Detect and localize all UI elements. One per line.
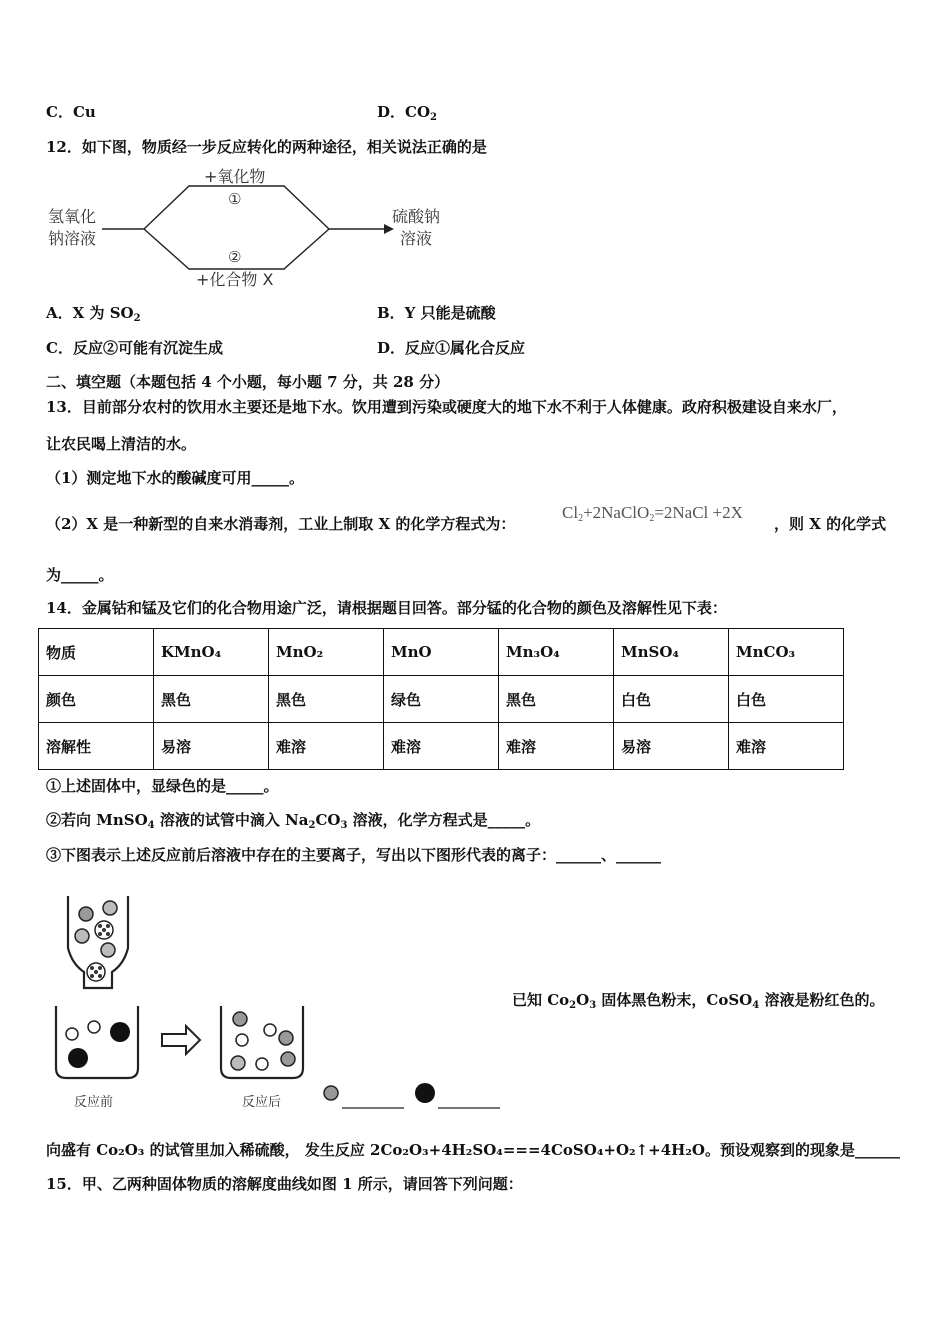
label-after: 反应后 — [242, 1095, 282, 1110]
q12-option-d: D．反应①属化合反应 — [377, 339, 526, 357]
table-row — [39, 723, 844, 770]
manganese-compounds-table — [38, 628, 844, 770]
table-cell: 易溶 — [154, 723, 269, 770]
ion-reaction-diagram — [48, 888, 518, 1118]
table-cell: MnO₂ — [269, 629, 384, 676]
q12-option-c: C．反应②可能有沉淀生成 — [46, 339, 223, 357]
section-heading: 二、填空题（本题包括 4 个小题，每小题 7 分，共 28 分） — [46, 373, 450, 391]
q11-option-c: C．Cu — [46, 103, 96, 121]
legend-gray-ion — [324, 1086, 338, 1100]
beaker-before-icon — [56, 1006, 138, 1078]
table-cell: 难溶 — [269, 723, 384, 770]
table-cell: 难溶 — [499, 723, 614, 770]
q11-option-d: D．$CO_2$ — [377, 103, 437, 123]
diagram-right-label-1: 硫酸钠 — [392, 207, 441, 226]
legend-black-ion — [415, 1083, 435, 1103]
table-cell: Mn₃O₄ — [499, 629, 614, 676]
q14-sub2: ②若向 MnSO$_4$ 溶液的试管中滴入 $Na_2CO_3$ 溶液，化学方程式是_____。 — [46, 811, 541, 831]
diagram-right-label-2: 溶液 — [400, 229, 433, 248]
q13-part1: （1）测定地下水的酸碱度可用_____。 — [46, 469, 304, 487]
table-header-row — [39, 629, 844, 676]
diagram-left-label-1: 氢氧化 — [48, 207, 97, 226]
q14-stem: 14．金属钴和锰及它们的化合物用途广泛，请根据题目回答。部分锰的化合物的颜色及溶解性见下表： — [46, 599, 727, 617]
q13-equation: $Cl_2+2NaClO_2=2NaCl +2X$ — [562, 503, 743, 524]
table-cell: MnCO₃ — [729, 629, 844, 676]
diagram-left-label-2: 钠溶液 — [48, 229, 97, 248]
diagram-top-number: ① — [228, 190, 242, 208]
q13-part2-suffix: ，则 X 的化学式 — [774, 515, 887, 533]
q14-note: 已知 $Co_2O_3$ 固体黑色粉末，CoSO$_4$ 溶液是粉红色的。 — [512, 991, 885, 1011]
table-cell: 颜色 — [39, 676, 154, 723]
ion-gray — [103, 901, 117, 915]
table-cell: 物质 — [39, 629, 154, 676]
q14-sub1: ①上述固体中，显绿色的是_____。 — [46, 777, 279, 795]
table-cell: 黑色 — [499, 676, 614, 723]
ion-gray — [79, 907, 93, 921]
q13-stem-line1: 13．目前部分农村的饮用水主要还是地下水。饮用遭到污染或硬度大的地下水不利于人体健康。政府积极建设自来水厂， — [46, 398, 847, 416]
table-cell: 难溶 — [384, 723, 499, 770]
table-cell: 绿色 — [384, 676, 499, 723]
q12-stem: 12．如下图，物质经一步反应转化的两种途径，相关说法正确的是 — [46, 138, 487, 156]
table-cell: 溶解性 — [39, 723, 154, 770]
table-cell: MnSO₄ — [614, 629, 729, 676]
q13-stem-line2: 让农民喝上清洁的水。 — [46, 435, 197, 453]
q13-part2: （2）X 是一种新型的自来水消毒剂，工业上制取 X 的化学方程式为： — [46, 515, 516, 533]
table-cell: 难溶 — [729, 723, 844, 770]
q15-stem: 15．甲、乙两种固体物质的溶解度曲线如图 1 所示，请回答下列问题： — [46, 1175, 523, 1193]
table-row — [39, 676, 844, 723]
diagram-bottom-label: +化合物 X — [196, 270, 274, 289]
arrow-right-icon — [162, 1026, 200, 1054]
label-before: 反应前 — [74, 1095, 114, 1110]
ion-gray — [75, 929, 89, 943]
table-cell: 白色 — [614, 676, 729, 723]
table-cell: 易溶 — [614, 723, 729, 770]
table-cell: KMnO₄ — [154, 629, 269, 676]
ion-gray — [101, 943, 115, 957]
table-cell: 黑色 — [269, 676, 384, 723]
table-cell: MnO — [384, 629, 499, 676]
q12-option-b: B．Y 只能是硫酸 — [377, 304, 496, 322]
q14-sub3: ③下图表示上述反应前后溶液中存在的主要离子，写出以下图形代表的离子：______、______ — [46, 846, 662, 864]
table-cell: 白色 — [729, 676, 844, 723]
q12-reaction-diagram — [44, 164, 444, 294]
diagram-top-label: +氧化物 — [204, 167, 266, 186]
q12-option-a: A．X 为 $SO_2$ — [46, 304, 141, 324]
diagram-bottom-number: ② — [228, 248, 242, 266]
table-cell: 黑色 — [154, 676, 269, 723]
q13-part2-line2: 为_____。 — [46, 566, 114, 584]
q14-final: 向盛有 Co₂O₃ 的试管里加入稀硫酸， 发生反应 2Co₂O₃+4H₂SO₄===4CoSO₄+O₂↑+4H₂O。预设观察到的现象是______ — [46, 1141, 900, 1159]
